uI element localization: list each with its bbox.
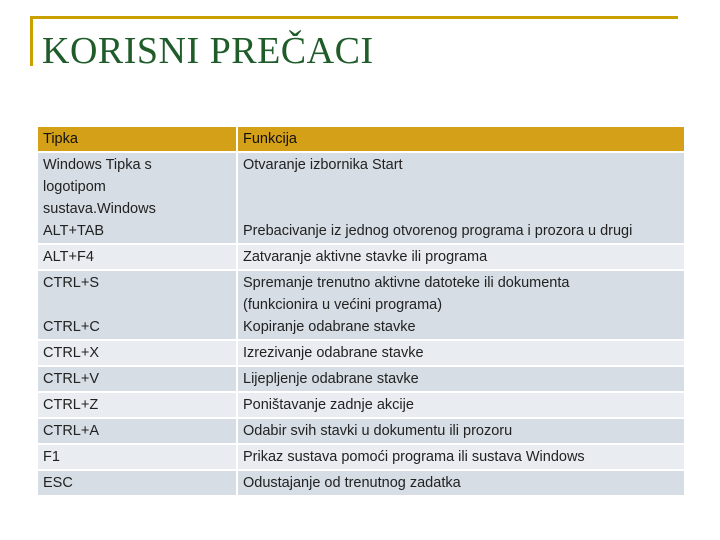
- shortcut-function: Prikaz sustava pomoći programa ili sustava Windows: [237, 444, 685, 470]
- shortcut-key: F1: [37, 444, 237, 470]
- shortcut-key: CTRL+Z: [37, 392, 237, 418]
- spacer: [243, 198, 679, 220]
- table-row: [37, 392, 685, 418]
- shortcut-key: CTRL+S: [43, 275, 100, 291]
- shortcut-key: ALT+TAB: [43, 223, 105, 239]
- shortcut-key: CTRL+A: [37, 418, 237, 444]
- table-row: [37, 366, 685, 392]
- column-header-function: Funkcija: [237, 126, 685, 152]
- shortcut-function: Otvaranje izbornika Start: [243, 157, 403, 173]
- title-frame-top-border: [30, 16, 678, 19]
- shortcut-key-line: logotipom: [43, 179, 106, 195]
- title-frame-left-border: [30, 16, 33, 66]
- shortcut-function: Prebacivanje iz jednog otvorenog programa i prozora u drugi: [243, 223, 633, 239]
- table-row: [37, 340, 685, 366]
- shortcut-key-cell: [37, 270, 237, 340]
- table-header-row: [37, 126, 685, 152]
- shortcut-key: CTRL+V: [37, 366, 237, 392]
- shortcut-key-cell: [37, 152, 237, 244]
- shortcut-function-cell: [237, 152, 685, 244]
- table-row: [37, 444, 685, 470]
- shortcut-key: ALT+F4: [37, 244, 237, 270]
- shortcut-function: Lijepljenje odabrane stavke: [237, 366, 685, 392]
- shortcut-key: CTRL+C: [43, 319, 100, 335]
- shortcut-function: Poništavanje zadnje akcije: [237, 392, 685, 418]
- shortcut-function: Zatvaranje aktivne stavke ili programa: [237, 244, 685, 270]
- slide-title: KORISNI PREČACI: [42, 30, 374, 72]
- shortcut-key: ESC: [37, 470, 237, 496]
- table-row: [37, 152, 685, 244]
- shortcut-key-line: sustava.Windows: [43, 201, 156, 217]
- shortcut-function-line: (funkcionira u većini programa): [243, 297, 443, 313]
- shortcut-function: Kopiranje odabrane stavke: [243, 319, 416, 335]
- shortcut-key: CTRL+X: [37, 340, 237, 366]
- shortcut-function-line: Spremanje trenutno aktivne datoteke ili dokumenta: [243, 275, 570, 291]
- spacer: [43, 294, 231, 316]
- table-row: [37, 470, 685, 496]
- shortcut-function-cell: [237, 270, 685, 340]
- table-row: [37, 418, 685, 444]
- shortcuts-table: [36, 125, 686, 497]
- shortcut-function: Odabir svih stavki u dokumentu ili prozoru: [237, 418, 685, 444]
- shortcut-function: Izrezivanje odabrane stavke: [237, 340, 685, 366]
- table-row: [37, 270, 685, 340]
- shortcut-function: Odustajanje od trenutnog zadatka: [237, 470, 685, 496]
- table-row: [37, 244, 685, 270]
- spacer: [243, 176, 679, 198]
- shortcut-key-line: Windows Tipka s: [43, 157, 152, 173]
- column-header-key: Tipka: [37, 126, 237, 152]
